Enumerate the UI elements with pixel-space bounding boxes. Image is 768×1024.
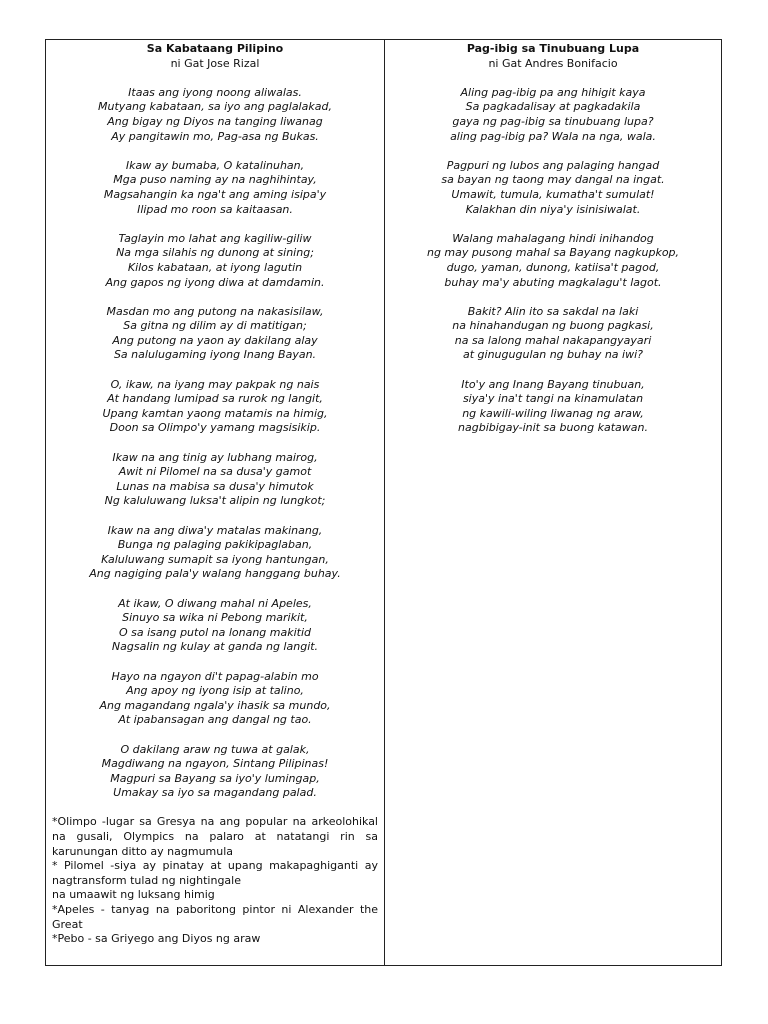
poem-line: Kaluluwang sumapit sa iyong hantungan, <box>101 552 329 566</box>
poem-line: Ay pangitawin mo, Pag-asa ng Bukas. <box>111 129 319 143</box>
poem-line: Magsahangin ka nga't ang aming isipa'y <box>103 187 327 201</box>
poem-line: Magpuri sa Bayang sa iyo'y lumingap, <box>110 771 320 785</box>
poem-line: O, ikaw, na iyang may pakpak ng nais <box>110 377 320 391</box>
poem-line: Walang mahalagang hindi inihandog <box>452 231 654 245</box>
poem-line: Kilos kabataan, at iyong lagutin <box>127 260 303 274</box>
poem-line: Ito'y ang Inang Bayang tinubuan, <box>461 377 645 391</box>
poem-line: Doon sa Olimpo'y yamang magsisikip. <box>109 421 321 435</box>
poem-line: Magdiwang na ngayon, Sintang Pilipinas! <box>101 757 329 771</box>
stanza <box>391 159 715 217</box>
poem-line: Nagsalin ng kulay at ganda ng langit. <box>111 640 319 654</box>
poem-line: Bunga ng palaging pakikipaglaban, <box>117 538 313 552</box>
poem-body <box>52 86 378 801</box>
poem-title: Pag-ibig sa Tinubuang Lupa <box>466 42 640 55</box>
poem-line: at ginugugulan ng buhay na iwi? <box>463 348 643 362</box>
poem-line: gaya ng pag-ibig sa tinubuang lupa? <box>452 114 654 128</box>
poem-line: Ang magandang ngala'y ihasik sa mundo, <box>99 698 331 712</box>
poem-table <box>45 39 722 966</box>
poem-line: Sa gitna ng dilim ay di matitigan; <box>123 319 307 333</box>
stanza <box>52 232 378 290</box>
footnote: na umaawit ng luksang himig <box>52 888 215 902</box>
poem-line: Masdan mo ang putong na nakasisilaw, <box>106 304 324 318</box>
poem-line: Ilipad mo roon sa kaitaasan. <box>137 202 293 216</box>
poem-line: Ang gapos ng iyong diwa at damdamin. <box>105 275 325 289</box>
stanza <box>391 232 715 290</box>
poem-line: Hayo na ngayon di't papag-alabin mo <box>111 669 319 683</box>
poem-line: Ang putong na yaon ay dakilang alay <box>112 333 318 347</box>
poem-line: Sa nalulugaming iyong Inang Bayan. <box>113 348 317 362</box>
poem-line: ng kawili-wiling liwanag ng araw, <box>462 406 644 420</box>
stanza <box>52 86 378 144</box>
poem-line: Sa pagkadalisay at pagkadakila <box>465 100 641 114</box>
poem-line: siya'y ina't tangi na kinamulatan <box>462 392 644 406</box>
stanza <box>52 451 378 509</box>
stanza <box>52 670 378 728</box>
stanza <box>52 159 378 217</box>
poem-line: ng may pusong mahal sa Bayang nagkupkop, <box>426 246 680 260</box>
poem-line: Na mga silahis ng dunong at sining; <box>116 246 314 260</box>
poem-line: At ipabansagan ang dangal ng tao. <box>118 713 312 727</box>
poem-line: aling pag-ibig pa? Wala na nga, wala. <box>450 129 656 143</box>
poem-line: dugo, yaman, dunong, katiisa't pagod, <box>446 260 660 274</box>
poem-line: Ang nagiging pala'y walang hanggang buhay. <box>89 567 341 581</box>
bonifacio-poem-column <box>385 40 721 965</box>
stanza <box>391 378 715 436</box>
footnote: *Pebo - sa Griyego ang Diyos ng araw <box>52 932 261 946</box>
poem-line: Itaas ang iyong noong aliwalas. <box>128 85 302 99</box>
poem-line: Lunas na mabisa sa dusa'y himutok <box>116 479 314 493</box>
poem-line: Taglayin mo lahat ang kagiliw-giliw <box>118 231 312 245</box>
poem-line: At ikaw, O diwang mahal ni Apeles, <box>118 596 312 610</box>
poem-author: ni Gat Andres Bonifacio <box>488 56 618 70</box>
poem-line: Mutyang kabataan, sa iyo ang paglalakad, <box>98 100 332 114</box>
poem-line: Sinuyo sa wika ni Pebong marikit, <box>122 611 308 625</box>
poem-line: Pagpuri ng lubos ang palaging hangad <box>446 158 660 172</box>
stanza <box>52 743 378 801</box>
poem-line: Umawit, tumula, kumatha't sumulat! <box>451 187 655 201</box>
poem-line: na hinahandugan ng buong pagkasi, <box>452 319 654 333</box>
poem-title: Sa Kabataang Pilipino <box>146 42 284 55</box>
footnote: *Apeles - tanyag na paboritong pintor ni Alexander the Great <box>52 903 378 931</box>
stanza <box>52 524 378 582</box>
poem-line: Ng kaluluwang luksa't alipin ng lungkot; <box>104 494 326 508</box>
poem-line: Aling pag-ibig pa ang hihigit kaya <box>460 85 646 99</box>
poem-line: sa bayan ng taong may dangal na ingat. <box>441 173 665 187</box>
poem-author: ni Gat Jose Rizal <box>170 56 260 70</box>
poem-line: Mga puso naming ay na naghihintay, <box>113 173 317 187</box>
stanza <box>52 305 378 363</box>
stanza <box>391 305 715 363</box>
poem-line: O dakilang araw ng tuwa at galak, <box>120 742 310 756</box>
footnotes <box>52 815 378 946</box>
poem-body <box>391 86 715 436</box>
stanza <box>391 86 715 144</box>
poem-line: Ikaw na ang tinig ay lubhang mairog, <box>112 450 318 464</box>
poem-line: nagbibigay-init sa buong katawan. <box>458 421 648 435</box>
poem-line: Awit ni Pilomel na sa dusa'y gamot <box>118 465 312 479</box>
poem-line: Ikaw na ang diwa'y matalas makinang, <box>107 523 323 537</box>
poem-line: na sa lalong mahal nakapangyayari <box>454 333 652 347</box>
poem-line: buhay ma'y abuting magkalagu't lagot. <box>444 275 662 289</box>
footnote: * Pilomel -siya ay pinatay at upang makapaghiganti ay nagtransform tulad ng nightingale <box>52 859 378 887</box>
stanza <box>52 597 378 655</box>
poem-line: At handang lumipad sa rurok ng langit, <box>107 392 323 406</box>
footnote: *Olimpo -lugar sa Gresya na ang popular na arkeolohikal na gusali, Olympics na palaro at natatangi rin sa karunungan ditto ay nagmumula <box>52 815 378 858</box>
poem-line: Upang kamtan yaong matamis na himig, <box>102 406 328 420</box>
stanza <box>52 378 378 436</box>
poem-line: Bakit? Alin ito sa sakdal na laki <box>467 304 639 318</box>
poem-line: Kalakhan din niya'y isinisiwalat. <box>465 202 641 216</box>
rizal-poem-column <box>46 40 385 965</box>
poem-line: Ang bigay ng Diyos na tanging liwanag <box>107 114 323 128</box>
poem-line: Ikaw ay bumaba, O katalinuhan, <box>125 158 305 172</box>
poem-line: Ang apoy ng iyong isip at talino, <box>126 684 304 698</box>
poem-line: Umakay sa iyo sa magandang palad. <box>113 786 317 800</box>
poem-line: O sa isang putol na lonang makitid <box>118 625 312 639</box>
